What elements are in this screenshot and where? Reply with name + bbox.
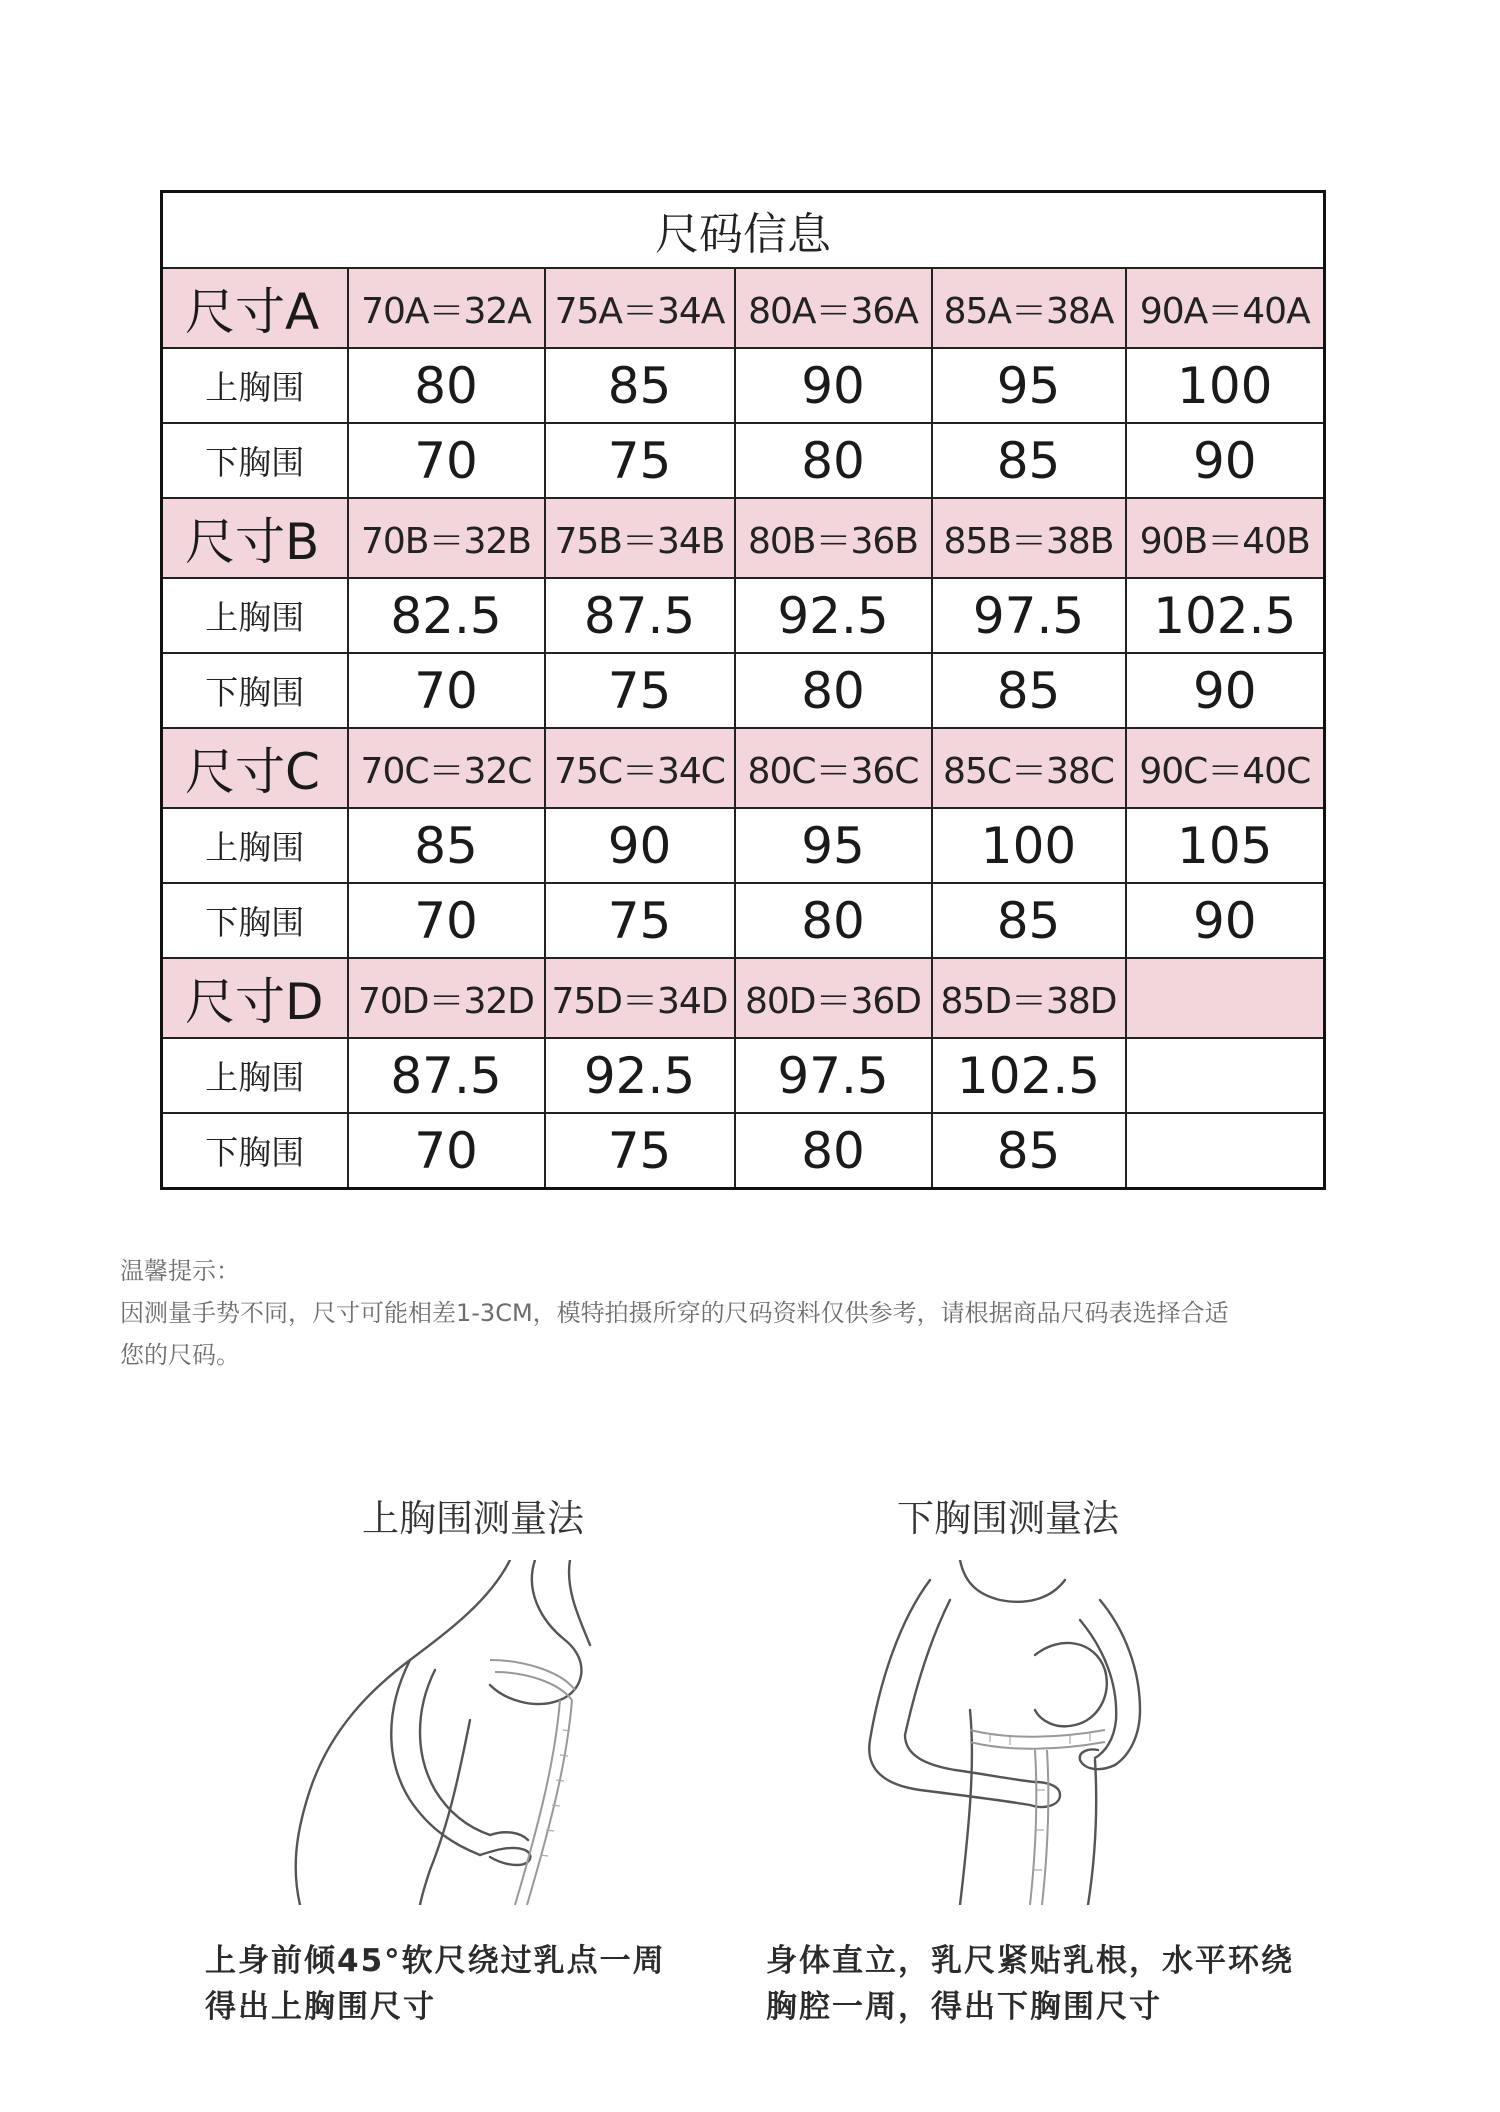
- lower-bust-value: 70: [348, 653, 545, 728]
- lower-method-title: 下胸围测量法: [897, 1497, 1119, 1540]
- size-code-cell: 85B＝38B: [932, 498, 1126, 578]
- upper-bust-value: 85: [348, 808, 545, 883]
- upper-bust-value: 87.5: [545, 578, 735, 653]
- upper-bust-value: 97.5: [735, 1038, 932, 1113]
- upper-bust-label: 上胸围: [162, 578, 348, 653]
- lower-bust-value: 90: [1126, 653, 1325, 728]
- upper-bust-row: [162, 578, 1325, 653]
- upper-bust-value: 92.5: [545, 1038, 735, 1113]
- lower-bust-row: [162, 423, 1325, 498]
- lower-bust-value: 85: [932, 423, 1126, 498]
- lower-bust-row: [162, 1113, 1325, 1189]
- size-code-cell: 80B＝36B: [735, 498, 932, 578]
- lower-bust-value: [1126, 1113, 1325, 1189]
- upper-bust-value: 100: [932, 808, 1126, 883]
- size-code-cell: 85C＝38C: [932, 728, 1126, 808]
- table-title-row: [162, 192, 1325, 269]
- upper-bust-illustration: [290, 1560, 650, 1905]
- upper-bust-label: 上胸围: [162, 348, 348, 423]
- notice-line-2: 您的尺码。: [120, 1341, 240, 1369]
- size-code-cell: 80A＝36A: [735, 268, 932, 348]
- upper-bust-value: 102.5: [1126, 578, 1325, 653]
- lower-bust-value: 80: [735, 423, 932, 498]
- lower-bust-value: 85: [932, 1113, 1126, 1189]
- lower-bust-value: 70: [348, 883, 545, 958]
- upper-bust-value: 102.5: [932, 1038, 1126, 1113]
- upper-bust-value: [1126, 1038, 1325, 1113]
- upper-bust-row: [162, 808, 1325, 883]
- upper-bust-value: 80: [348, 348, 545, 423]
- lower-bust-row: [162, 653, 1325, 728]
- size-code-cell: 80D＝36D: [735, 958, 932, 1038]
- upper-caption-line-1: 上身前倾45°软尺绕过乳点一周: [205, 1943, 666, 1979]
- size-code-cell: 70B＝32B: [348, 498, 545, 578]
- size-code-cell: 70C＝32C: [348, 728, 545, 808]
- upper-bust-value: 97.5: [932, 578, 1126, 653]
- size-group-row: [162, 268, 1325, 348]
- size-code-cell: 90B＝40B: [1126, 498, 1325, 578]
- upper-bust-row: [162, 1038, 1325, 1113]
- lower-bust-value: 75: [545, 423, 735, 498]
- upper-bust-label: 上胸围: [162, 1038, 348, 1113]
- lower-bust-value: 85: [932, 883, 1126, 958]
- upper-bust-value: 100: [1126, 348, 1325, 423]
- lower-bust-value: 70: [348, 423, 545, 498]
- upper-bust-value: 82.5: [348, 578, 545, 653]
- lower-bust-label: 下胸围: [162, 423, 348, 498]
- size-code-cell: 75C＝34C: [545, 728, 735, 808]
- upper-bust-value: 85: [545, 348, 735, 423]
- lower-caption-line-1: 身体直立，乳尺紧贴乳根，水平环绕: [766, 1943, 1294, 1979]
- size-group-row: [162, 728, 1325, 808]
- lower-bust-value: 90: [1126, 883, 1325, 958]
- size-group-label: 尺寸A: [162, 268, 348, 348]
- size-code-cell: 75A＝34A: [545, 268, 735, 348]
- upper-method-caption: [205, 1938, 666, 2030]
- lower-bust-value: 75: [545, 653, 735, 728]
- upper-bust-value: 90: [735, 348, 932, 423]
- size-group-row: [162, 958, 1325, 1038]
- upper-bust-value: 90: [545, 808, 735, 883]
- upper-bust-label: 上胸围: [162, 808, 348, 883]
- size-group-label: 尺寸B: [162, 498, 348, 578]
- size-code-cell: [1126, 958, 1325, 1038]
- size-group-row: [162, 498, 1325, 578]
- upper-bust-value: 95: [735, 808, 932, 883]
- upper-bust-value: 95: [932, 348, 1126, 423]
- upper-bust-value: 105: [1126, 808, 1325, 883]
- notice-heading: 温馨提示：: [120, 1257, 240, 1285]
- size-chart-table: [160, 190, 1326, 1190]
- lower-bust-label: 下胸围: [162, 653, 348, 728]
- upright-figure-drawing: [850, 1560, 1210, 1905]
- notice-line-1: 因测量手势不同，尺寸可能相差1-3CM，模特拍摄所穿的尺码资料仅供参考，请根据商品尺码表选择合适: [120, 1299, 1229, 1327]
- lower-bust-label: 下胸围: [162, 1113, 348, 1189]
- lower-caption-line-2: 胸腔一周，得出下胸围尺寸: [766, 1989, 1162, 2025]
- lower-bust-value: 80: [735, 883, 932, 958]
- lower-bust-value: 90: [1126, 423, 1325, 498]
- size-code-cell: 75B＝34B: [545, 498, 735, 578]
- lower-bust-value: 75: [545, 883, 735, 958]
- upper-bust-value: 87.5: [348, 1038, 545, 1113]
- size-code-cell: 90C＝40C: [1126, 728, 1325, 808]
- upper-method-title: 上胸围测量法: [362, 1497, 584, 1540]
- notice-block: [120, 1250, 1420, 1376]
- upper-bust-value: 92.5: [735, 578, 932, 653]
- lower-bust-label: 下胸围: [162, 883, 348, 958]
- lower-bust-value: 80: [735, 653, 932, 728]
- size-code-cell: 85A＝38A: [932, 268, 1126, 348]
- size-group-label: 尺寸D: [162, 958, 348, 1038]
- upper-bust-row: [162, 348, 1325, 423]
- lower-method-caption: [766, 1938, 1294, 2030]
- size-chart-body: [162, 192, 1325, 1189]
- lower-bust-illustration: [850, 1560, 1210, 1905]
- size-code-cell: 70A＝32A: [348, 268, 545, 348]
- lower-bust-value: 75: [545, 1113, 735, 1189]
- size-code-cell: 80C＝36C: [735, 728, 932, 808]
- lower-bust-row: [162, 883, 1325, 958]
- upper-caption-line-2: 得出上胸围尺寸: [205, 1989, 436, 2025]
- leaning-figure-drawing: [290, 1560, 650, 1905]
- size-group-label: 尺寸C: [162, 728, 348, 808]
- lower-bust-value: 80: [735, 1113, 932, 1189]
- size-code-cell: 85D＝38D: [932, 958, 1126, 1038]
- lower-bust-value: 85: [932, 653, 1126, 728]
- lower-bust-value: 70: [348, 1113, 545, 1189]
- size-code-cell: 90A＝40A: [1126, 268, 1325, 348]
- table-title: 尺码信息: [162, 192, 1325, 269]
- size-code-cell: 75D＝34D: [545, 958, 735, 1038]
- size-code-cell: 70D＝32D: [348, 958, 545, 1038]
